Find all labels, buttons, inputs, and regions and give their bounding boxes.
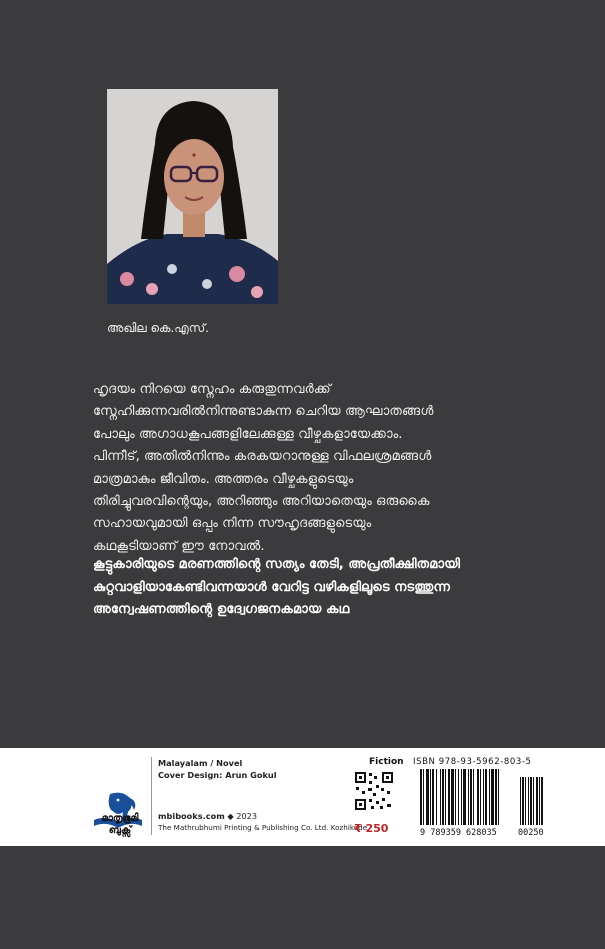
website-link[interactable]: mbibooks.com bbox=[158, 811, 225, 821]
barcode-icon bbox=[420, 769, 551, 825]
publisher-logo-text: മാതൃഭൂമി ബുക്സ് bbox=[101, 813, 139, 836]
blurb-line: പോലും അഗാധകൂപങ്ങളിലേക്കുള്ള വീഴ്ചകളായേക്കാം. bbox=[93, 426, 403, 442]
cover-design-credit: Cover Design: Arun Gokul bbox=[158, 770, 277, 780]
divider bbox=[151, 757, 152, 835]
blurb-line: സ്നേഹിക്കുന്നവരിൽനിന്നുണ്ടാകുന്ന ചെറിയ ആഘാതങ്ങൾ bbox=[93, 404, 434, 420]
tagline-paragraph bbox=[93, 554, 563, 622]
blurb-paragraph bbox=[93, 379, 563, 558]
genre-label: Fiction bbox=[369, 757, 404, 767]
publisher-info bbox=[158, 810, 367, 834]
qr-code-icon bbox=[354, 771, 394, 811]
tagline-line: കുറ്റവാളിയാകേണ്ടിവന്നയാൾ വേറിട്ട വഴികളിലൂടെ നടത്തുന്ന bbox=[93, 579, 451, 595]
book-meta bbox=[158, 757, 277, 781]
tagline-line: അന്വേഷണത്തിന്റെ ഉദ്വേഗജനകമായ കഥ bbox=[93, 602, 350, 618]
year-label: ◆ 2023 bbox=[227, 811, 258, 821]
price-label: ₹ 250 bbox=[354, 822, 389, 835]
blurb-line: ഹൃദയം നിറയെ സ്നേഹം കരുതുന്നവർക്ക് bbox=[93, 382, 331, 397]
category-label: Malayalam / Novel bbox=[158, 758, 243, 768]
blurb-line: തിരിച്ചുവരവിന്റെയും, അറിഞ്ഞും അറിയാതെയും ഒരുകൈ bbox=[93, 494, 430, 510]
blurb-line: സഹായവുമായി ഒപ്പം നിന്ന സൗഹൃദങ്ങളുടെയും bbox=[93, 516, 372, 532]
tagline-line: കൂട്ടുകാരിയുടെ മരണത്തിന്റെ സത്യം തേടി, അപ്രതീക്ഷിതമായി bbox=[93, 557, 461, 572]
isbn-label: ISBN 978-93-5962-803-5 bbox=[413, 757, 532, 767]
barcode-addon-number: 00250 bbox=[518, 828, 544, 838]
company-name: The Mathrubhumi Printing & Publishing Co. Ltd. Kozhikode bbox=[158, 823, 368, 832]
blurb-line: മാത്രമാകും ജീവിതം. അത്തരം വീഴ്ചകളുടെയും bbox=[93, 471, 354, 487]
author-photo bbox=[107, 89, 278, 304]
barcode-number: 9 789359 628035 bbox=[420, 828, 497, 838]
author-name: അഖില കെ.എസ്. bbox=[107, 321, 209, 335]
blurb-line: പിന്നീട്, അതിൽനിന്നും കരകയറാനുള്ള വിഫലശ്രമങ്ങൾ bbox=[93, 449, 432, 465]
blurb-line: കഥകൂടിയാണ് ഈ നോവൽ. bbox=[93, 538, 265, 554]
